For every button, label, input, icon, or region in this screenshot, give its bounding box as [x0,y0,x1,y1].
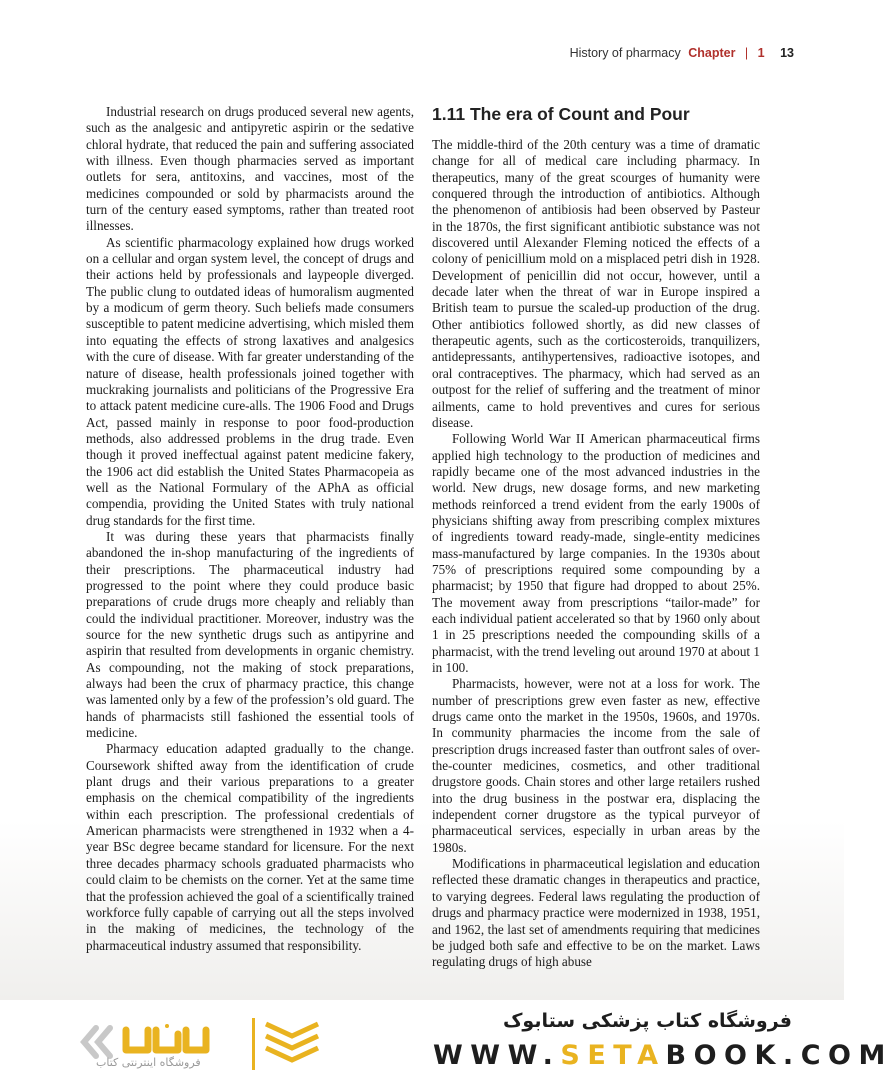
paragraph: The middle-third of the 20th century was a time of dramatic change for all of medical care including pharmacy. In therapeutics, many of the great scourges of humanity were conquered through the introduction of antibiotics. Although the phenomenon of antibiosis had been observed by Pasteur in the 1870s, the first significant antibiotic substance was not discovered until Alexander Fleming noticed the effects of a colony of penicillium mold on a misplaced petri dish in 1928. Development of penicillin did not occur, however, until a decade later when the threat of war in Europe inspired a British team to pursue the scaled-up production of the drug. Other antibiotics followed shortly, as did new classes of therapeutic agents, such as the corticosteroids, tranquilizers, antidepressants, antihypertensives, radioactive isotopes, and oral contraceptives. The pharmacy, which had served as an outpost for the relief of suffering and the treatment of minor ailments, came to hold preventives and cures for serious disease. [432,137,760,430]
right-text-column [432,103,760,971]
running-header [570,46,794,60]
paragraph: Modifications in pharmaceutical legislation and education reflected these dramatic changes in therapeutics and practice, to varying degrees. Federal laws regulating the production of drugs and pharmacy practice were modernized in 1938, 1951, and 1962, the last set of amendments requiring that medicines be judged both safe and effective to be on the market. Laws regulating drugs of high abuse [432,856,760,970]
paragraph: Pharmacy education adapted gradually to the change. Coursework shifted away from the identification of crude plant drugs and their various preparations to a greater emphasis on the chemical compatibility of the ingredients within each prescription. The professional credentials of American pharmacists were strengthened in 1932 when a 4-year BSc degree became standard for licensure. For the next three decades pharmacy schools graduated pharmacists who could claim to be chemists on the corner. Yet at the same time that the profession achieved the goal of a scientifically trained workforce fully capable of carrying out all the steps involved in the making of medicines, the technology of the pharmaceutical industry assumed that responsibility. [86,741,414,953]
paragraph: Pharmacists, however, were not at a loss for work. The number of prescriptions grew even faster as new, effective drugs came onto the market in the 1950s, 1960s, and 1970s. In community pharmacies the income from the sale of prescription drugs increased faster than outfront sales of over-the-counter medicines, cosmetics, and other traditional drugstore goods. Chain stores and other large retailers rushed into the drug business in the postwar era, displacing the independent corner drugstore as the typical purveyor of pharmaceutical services, especially in urban areas by the 1980s. [432,676,760,855]
chapter-number: 1 [757,46,765,60]
header-separator: | [744,46,749,60]
chevron-stack-icon [252,1018,330,1070]
store-url[interactable] [433,1040,893,1071]
paragraph: Following World War II American pharmaceutical firms applied high technology to the production of medicines and rapidly became one of the most advanced industries in the world. New drugs, new dosage forms, and new marketing methods reinforced a trend evident from the early 1900s of physicians shifting away from prescribing complex mixtures of ingredients toward ready-made, single-entity medicines mass-manufactured by large companies. In the 1930s about 75% of prescriptions required some compounding by a pharmacist; by 1950 that figure had dropped to about 25%. The movement away from prescriptions “tailor-made” for each individual patient accelerated so that by 1960 only about 1 in 25 prescriptions needed the compounding skills of a pharmacist, with the trend leveling out around 1970 at about 1 in 100. [432,431,760,675]
url-brand-letter: B [665,1040,694,1071]
url-prefix: WWW. [433,1040,561,1071]
url-suffix: OOK.COM [693,1040,893,1071]
paragraph: Industrial research on drugs produced several new agents, such as the analgesic and antipyretic aspirin or the sedative chloral hydrate, that reduced the pain and suffering associated with illness. Even though pharmacies served as important outlets for sera, antitoxins, and vaccines, most of the medicines compounded or sold by pharmacists around the turn of the century eased symptoms, rather than treated root illnesses. [86,104,414,234]
left-text-column [86,104,414,954]
section-heading: 1.11 The era of Count and Pour [432,104,690,124]
logo-caption: فروشگاه اینترنتی کتاب [96,1056,201,1069]
paragraph: As scientific pharmacology explained how drugs worked on a cellular and organ system level, the concept of drugs and their actions held by professionals and laypeople diverged. The public clung to outdated ideas of humoralism augmented by a modicum of germ theory. Such beliefs made consumers susceptible to patent medicine advertising, which misled them into equating the effects of strong laxatives and analgesics with the cure of disease. With far greater understanding of the nature of disease, health professionals joined together with muckraking journalists and politicians of the Progressive Era to attack patent medicine cure-alls. The 1906 Food and Drugs Act, passed mainly in response to poor food-production methods, also addressed problems in the drug trade. Even though it proved ineffectual against patent medicine fakery, the 1906 act did establish the United States Pharmacopeia as well as the National Formulary of the APhA as official compendia, providing the United States with truly national drug standards for the first time. [86,234,414,528]
chapter-label: Chapter [688,46,736,60]
store-name: فروشگاه کتاب پزشکی ستابوک [502,1010,792,1032]
running-title: History of pharmacy [569,46,681,60]
url-brand: SETA [560,1040,666,1071]
paragraph: It was during these years that pharmacists finally abandoned the in-shop manufacturing of the ingredients of their prescriptions. The pharmaceutical industry had progressed to the point where they could produce basic preparations of crude drugs more cheaply and reliably than could the individual practitioner. Moreover, industry was the source for the new synthetic drugs such as antipyrine and aspirin that resulted from developments in organic chemistry. As compounding, not the making of stock preparations, always had been the crux of pharmacy practice, this change was lamented only by a few of the profession’s old guard. The hands of pharmacists still fashioned the essential tools of medicine. [86,528,414,741]
page-number: 13 [780,46,794,60]
